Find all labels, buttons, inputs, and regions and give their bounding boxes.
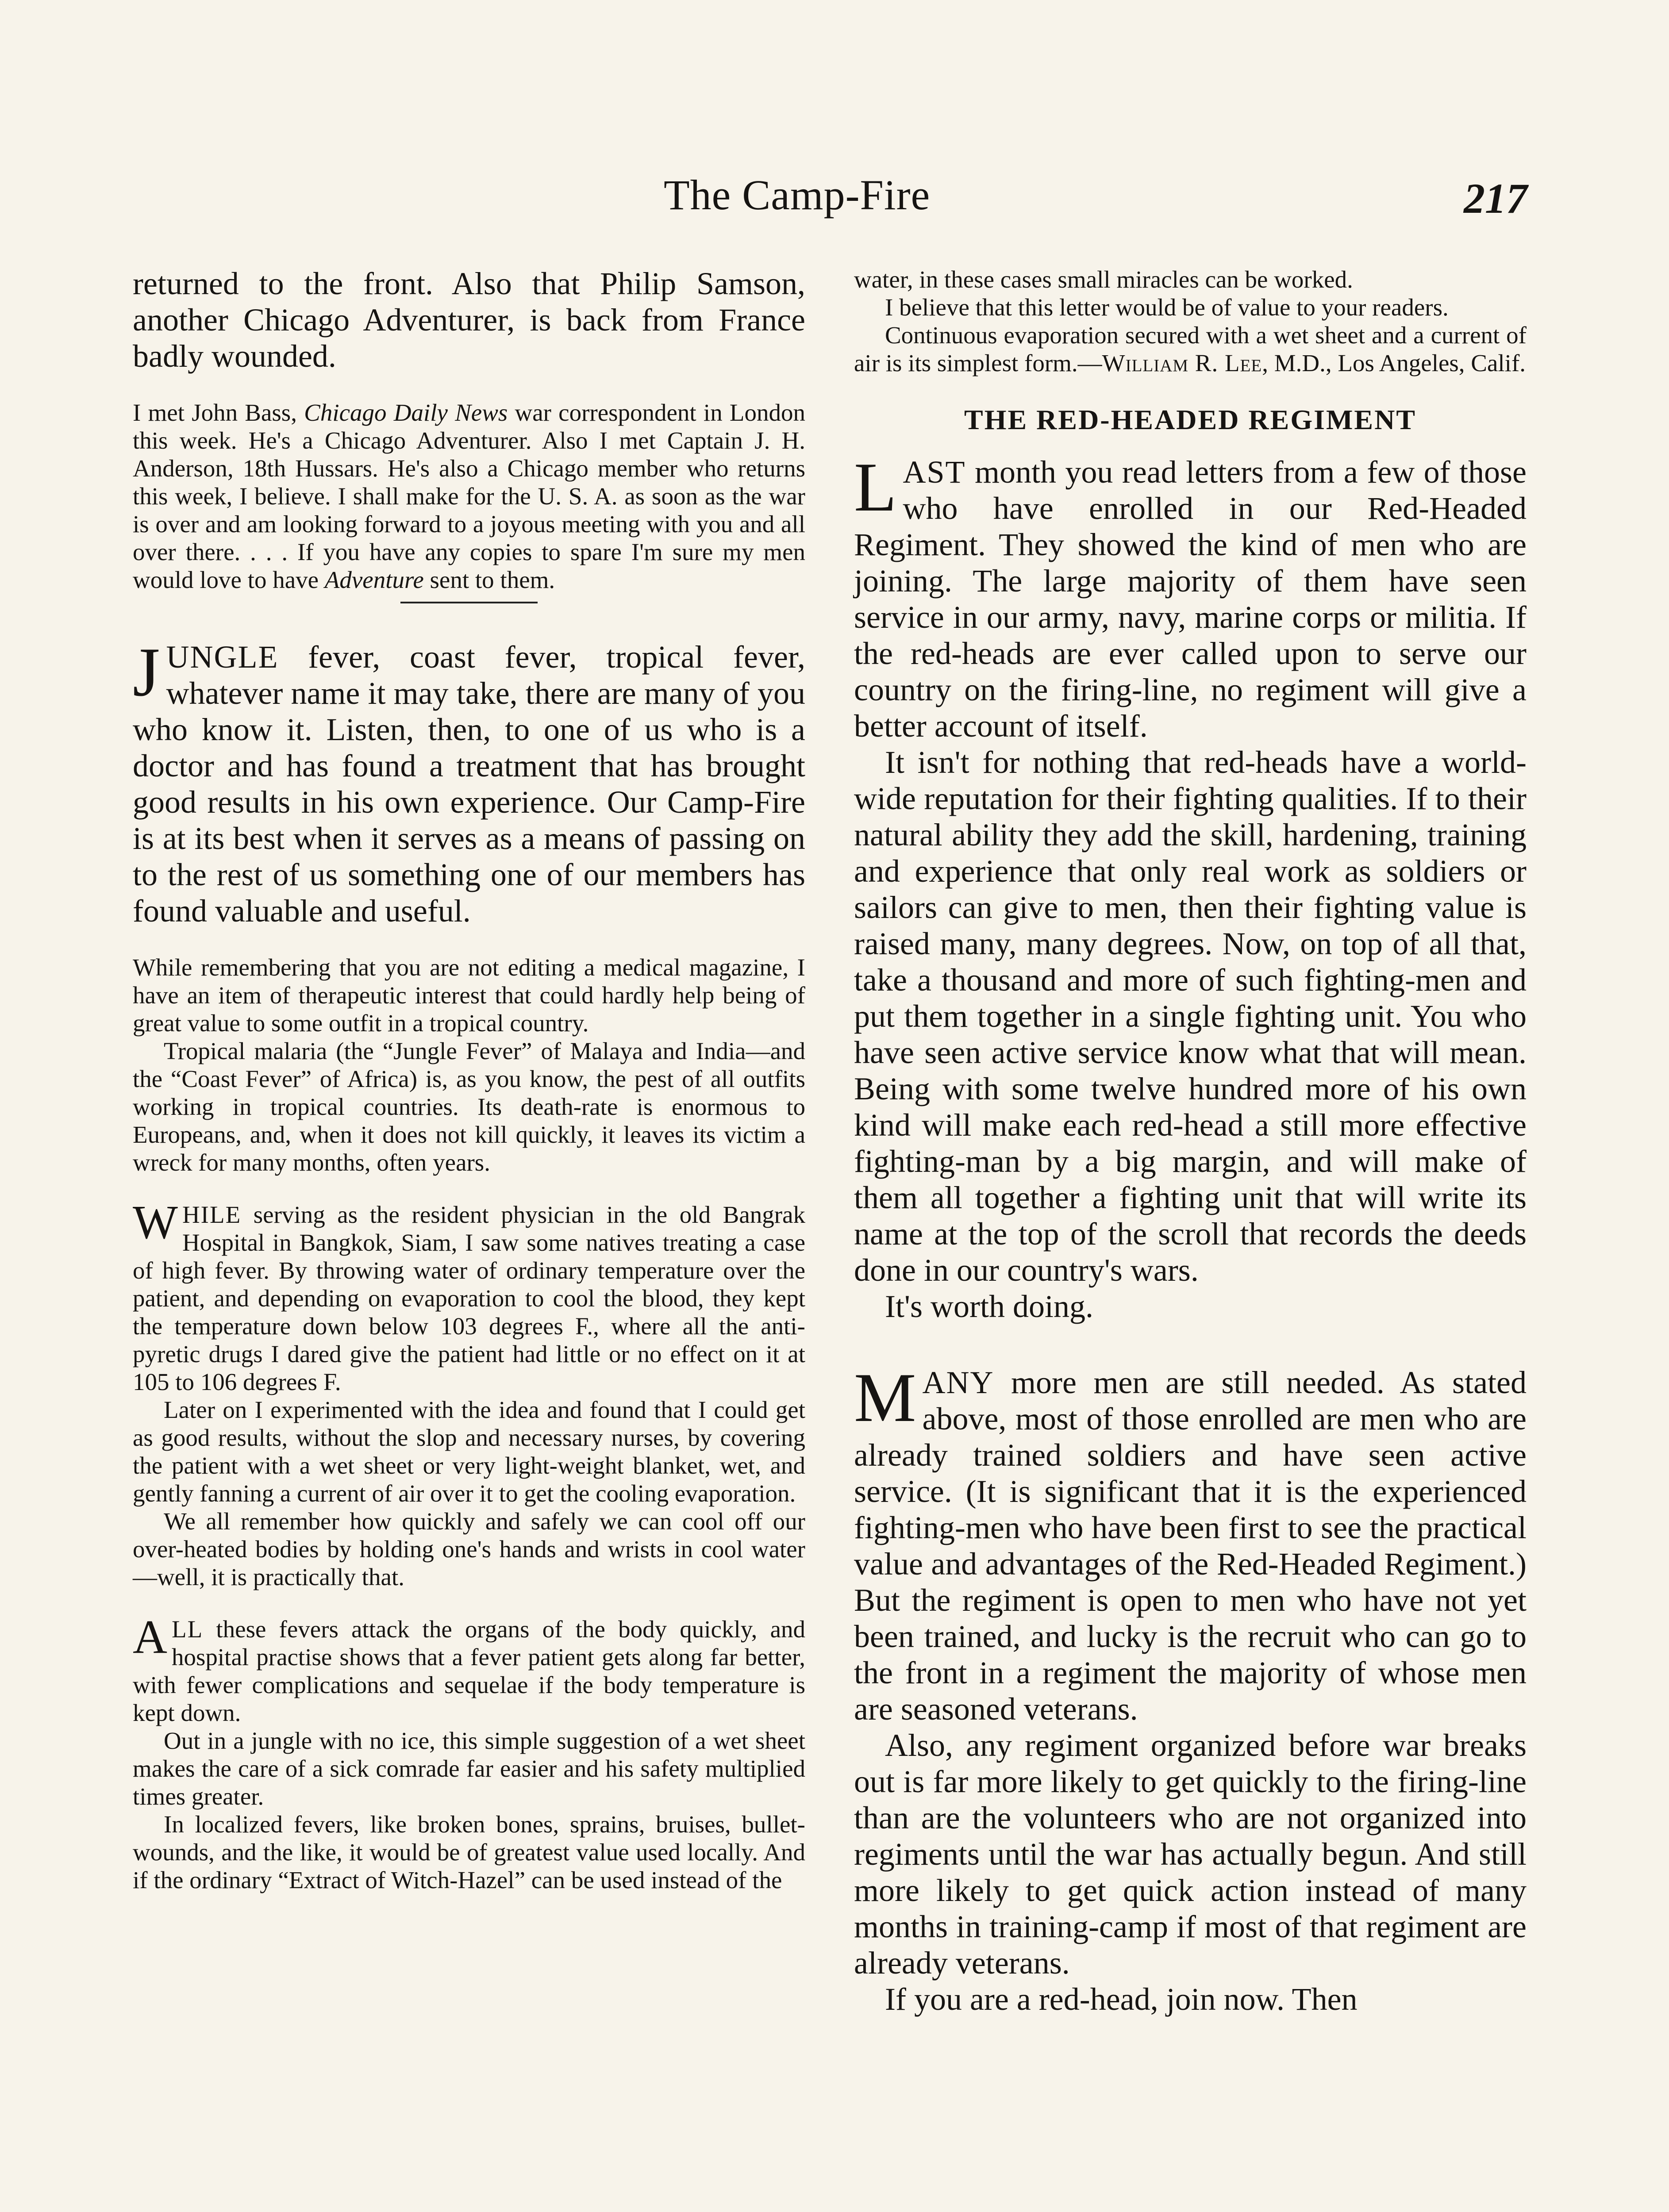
jungle-fever-paragraph: JUNGLE fever, coast fever, tropical fever, whatever name it may take, there are many of you who know it. Listen, then, to one of us who is a doctor and has found a treatment that has brought good results in his own experience. Our Camp-Fire is at its best when it serves as a means of passing on to the rest of us something one of our members has found valuable and useful. <box>133 634 805 929</box>
all-fevers-paragraph: ALL these fevers attack the organs of the body quickly, and hospital practise shows that a fever patient gets along far better, with fewer complications and sequelae if the body temperature is kept down. <box>133 1611 805 1726</box>
left-column <box>133 265 805 1894</box>
magazine-name: Adventure <box>324 566 424 593</box>
letter-paragraph: Out in a jungle with no ice, this simple suggestion of a wet sheet makes the care of a sick comrade far easier and his safety multiplied times greater. <box>133 1727 805 1810</box>
letter-paragraph: In localized fevers, like broken bones, sprains, bruises, bullet-wounds, and the like, it would be of greatest value used locally. And if the ordinary “Extract of Witch-Hazel” can be used instead of the <box>133 1811 805 1893</box>
newspaper-name: Chicago Daily News <box>304 399 508 426</box>
running-title: The Camp-Fire <box>664 171 931 219</box>
letter-paragraph: Later on I experimented with the idea and found that I could get as good results, without the slop and necessary nurses, by covering the patient with a wet sheet or very light-weight blanket, wet, and gently fanning a current of air over it to get the cooling evaporation. <box>133 1396 805 1507</box>
drop-cap: A <box>133 1611 167 1663</box>
running-head <box>0 170 1669 232</box>
letter-paragraph: Tropical malaria (the “Jungle Fever” of Malaya and India—and the “Coast Fever” of Africa) is, as you know, the pest of all outfits working in tropical countries. Its death-rate is enormous to Europeans, and, when it does not kill quickly, it leaves its victim a wreck for many months, often years. <box>133 1037 805 1176</box>
section-divider <box>400 602 538 603</box>
drop-cap: W <box>133 1196 178 1249</box>
letter-paragraph: We all remember how quickly and safely we can cool off our over-heated bodies by holding one's hands and wrists in cool water—well, it is practically that. <box>133 1508 805 1590</box>
right-column <box>854 265 1527 2017</box>
paragraph: It's worth doing. <box>885 1289 1093 1324</box>
paragraph: returned to the front. Also that Philip Samson, another Chicago Adventurer, is back from France badly wounded. <box>133 266 805 374</box>
drop-cap: J <box>133 634 160 711</box>
while-paragraph: WHILE serving as the resident physician in the old Bangrak Hospital in Bangkok, Siam, I saw some natives treating a case of high fever. By throwing water of ordinary temperature over the patient, and depending on evaporation to cool the blood, they kept the temperature down below 103 degrees F., where all the anti-pyretic drugs I dared give the patient had little or no effect on it at 105 to 106 degrees F. <box>133 1196 805 1395</box>
last-month-paragraph: LAST month you read letters from a few of those who have enrolled in our Red-Headed Regiment. They showed the kind of men who are joining. The large majority of them have seen service in our army, navy, marine corps or militia. If the red-heads are ever called upon to serve our country on the firing-line, no regiment will give a better account of itself. <box>854 449 1527 744</box>
letter-paragraph: I believe that this letter would be of value to your readers. <box>885 294 1449 321</box>
paragraph: It isn't for nothing that red-heads have a world-wide reputation for their fighting qualities. If to their natural ability they add the skill, hardening, training and experience that only real work as soldiers or sailors can give to men, then their fighting value is raised many, many degrees. Now, on top of all that, take a thousand and more of such fighting-men and put them together in a single fighting unit. You who have seen active service know what that will mean. Being with some twelve hundred more of his own kind will make each red-head a still more effective fighting-man by a big margin, and will make of them all together a fighting unit that will write its name at the top of the scroll that records the deeds done in our country's wars. <box>854 745 1527 1288</box>
many-more-paragraph: MANY more men are still needed. As stated above, most of those enrolled are men who are already trained soldiers and have seen active service. (It is significant that it is the experienced fighting-men who have been first to see the practical value and advantages of the Red-Headed Regiment.) But the regiment is open to men who have not yet been trained, and lucky is the recruit who can go to the front in a regiment the majority of whose men are seasoned veterans. <box>854 1359 1527 1727</box>
letter-paragraph: Continuous evaporation secured with a wet sheet and a current of air is its simplest form.—William R. Lee, M.D., Los Angeles, Calif. <box>854 322 1527 376</box>
section-heading: THE RED-HEADED REGIMENT <box>964 404 1416 435</box>
paragraph: If you are a red-head, join now. Then <box>885 1982 1358 2017</box>
letter-paragraph: I met John Bass, Chicago Daily News war correspondent in London this week. He's a Chicago Adventurer. Also I met Captain J. H. Anderson, 18th Hussars. He's also a Chicago member who returns this week, I believe. I shall make for the U. S. A. as soon as the war is over and am looking forward to a joyous meeting with you and all over there. . . . If you have any copies to spare I'm sure my men would love to have Adventure sent to them. <box>133 399 805 593</box>
letter-paragraph: water, in these cases small miracles can be worked. <box>854 266 1353 293</box>
letter-paragraph: While remembering that you are not editing a medical magazine, I have an item of therapeutic interest that could hardly help being of great value to some outfit in a tropical country. <box>133 954 805 1037</box>
drop-cap: L <box>854 449 897 526</box>
paragraph: Also, any regiment organized before war breaks out is far more likely to get quickly to the firing-line than are the volunteers who are not organized into regiments until the war has actually begun. And still more likely to get quick action instead of many months in training-camp if most of that regiment are already veterans. <box>854 1728 1527 1981</box>
drop-cap: M <box>854 1359 916 1436</box>
letter-signature: William R. Lee <box>1102 349 1262 376</box>
page-number: 217 <box>1464 175 1527 222</box>
